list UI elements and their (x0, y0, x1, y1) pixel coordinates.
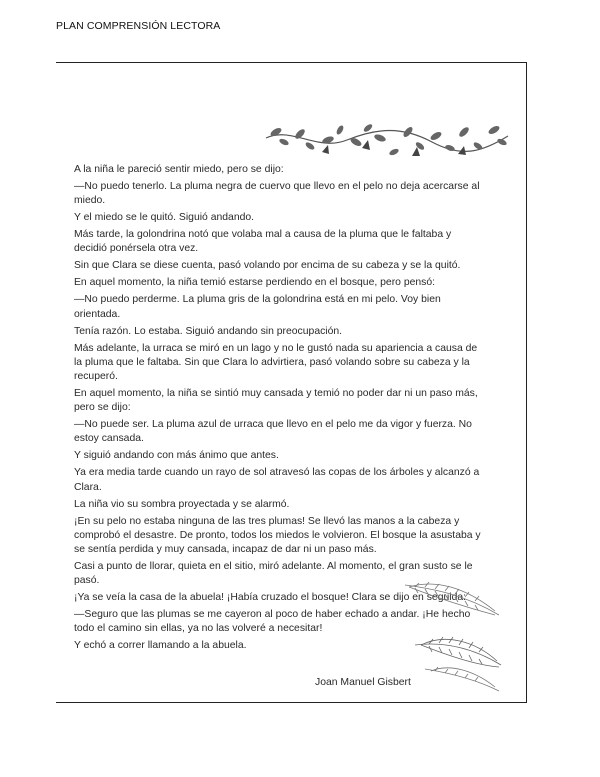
story-paragraph: —No puedo tenerlo. La pluma negra de cuervo que llevo en el pelo no deja acercarse al miedo. (74, 181, 480, 207)
story-paragraph: A la niña le pareció sentir miedo, pero se dijo: (74, 164, 284, 175)
feathers-icon (395, 565, 505, 695)
story-paragraph: Sin que Clara se diese cuenta, pasó volando por encima de su cabeza y se la quitó. (74, 260, 461, 272)
story-paragraph: —No puede ser. La pluma azul de urraca que llevo en el pelo me da vigor y fuerza. No estoy cansada. (74, 419, 472, 445)
story-paragraph: ¡En su pelo no estaba ninguna de las tres plumas! Se llevó las manos a la cabeza y comprobó el desastre. De pronto, todos los miedos le volvieron. El bosque la asustaba y se sentía perdida y muy cansada, incapaz de dar ni un paso más. (74, 515, 481, 556)
story-paragraph: —No puedo perderme. La pluma gris de la golondrina está en mi pelo. Voy bien orientada. (74, 294, 441, 320)
story-paragraph: Ya era media tarde cuando un rayo de sol atravesó las copas de los árboles y alcanzó a Clara. (74, 467, 480, 493)
story-paragraph: Y echó a correr llamando a la abuela. (74, 640, 247, 652)
story-paragraph: Más tarde, la golondrina notó que volaba mal a causa de la pluma que le faltaba y decidió ponérsela otra vez. (74, 229, 452, 255)
story-paragraph: En aquel momento, la niña se sintió muy cansada y temió no poder dar ni un paso más, pero se dijo: (74, 388, 478, 414)
page-header: PLAN COMPRENSIÓN LECTORA (56, 20, 221, 32)
story-paragraph: Y siguió andando con más ánimo que antes. (74, 450, 279, 462)
story-paragraph: Más adelante, la urraca se miró en un lago y no le gustó nada su apariencia a causa de la pluma que le faltaba. Sin que Clara lo advirtiera, pasó volando sobre su cabeza y la recuperó. (74, 342, 478, 383)
story-paragraph: —Seguro que las plumas se me cayeron al poco de haber echado a andar. ¡He hecho todo el camino sin ellas, ya no las volveré a necesitar! (74, 609, 471, 635)
story-paragraph: En aquel momento, la niña temió estarse perdiendo en el bosque, pero pensó: (74, 277, 436, 289)
story-paragraph: ¡Ya se veía la casa de la abuela! ¡Había cruzado el bosque! Clara se dijo en seguida: (74, 592, 467, 604)
story-paragraph: La niña vio su sombra proyectada y se alarmó. (74, 498, 290, 510)
author-name: Joan Manuel Gisbert (315, 677, 411, 688)
story-paragraph: Tenía razón. Lo estaba. Siguió andando sin preocupación. (74, 325, 343, 337)
story-paragraph: Y el miedo se le quitó. Siguió andando. (74, 212, 255, 224)
story-paragraph: Casi a punto de llorar, quieta en el sitio, miró adelante. Al momento, el gran susto se le pasó. (74, 561, 473, 587)
